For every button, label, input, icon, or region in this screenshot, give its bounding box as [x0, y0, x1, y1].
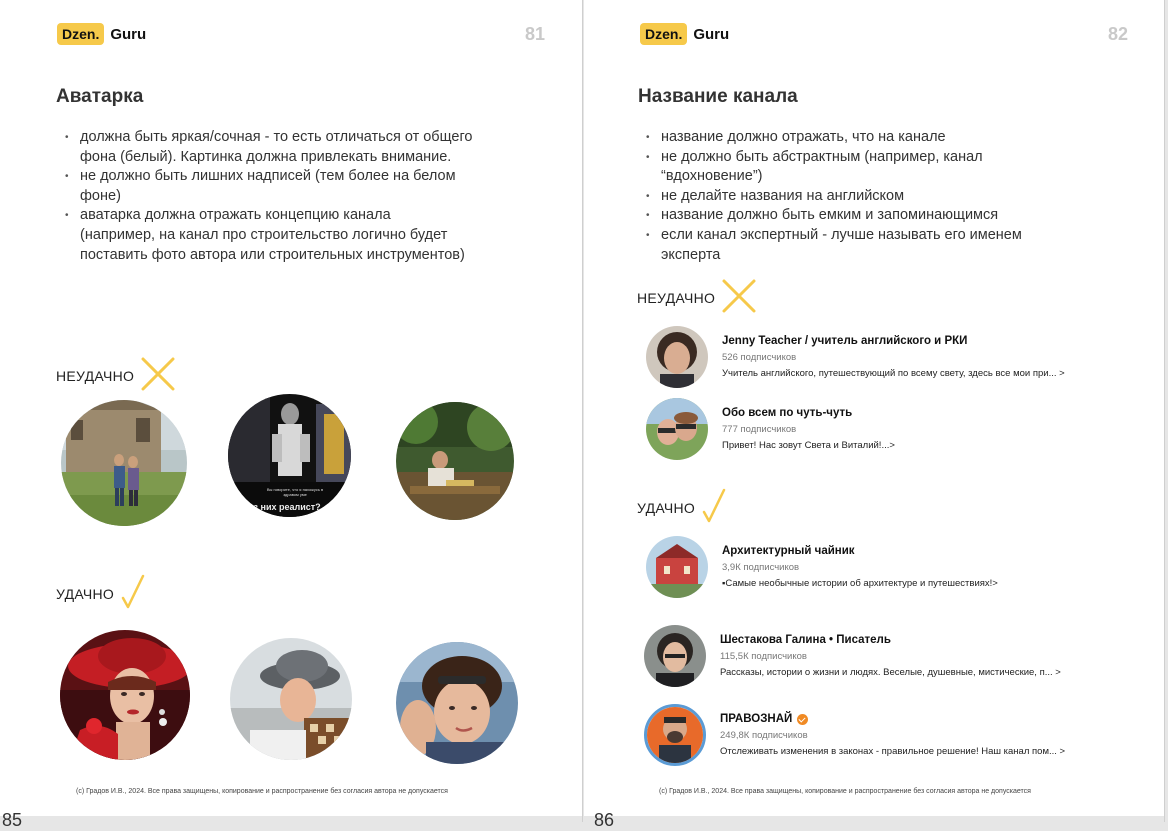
verified-badge-icon [797, 714, 808, 725]
channel-avatar [644, 704, 706, 766]
bullet-continuation: фона (белый). Картинка должна привлекать внимание. [80, 148, 452, 165]
logo-badge: Dzen. [57, 23, 104, 45]
bullet-list [638, 128, 1138, 265]
bullet-continuation: эксперта [661, 246, 721, 263]
bullet-item: • аватарка должна отражать концепцию канала [57, 206, 557, 226]
channel-subscribers: 777 подписчиков [722, 424, 797, 435]
channel-name: Шестакова Галина • Писатель [720, 634, 891, 646]
edge-page-number-left: 85 [2, 810, 23, 830]
logo-text: Guru [110, 25, 147, 43]
channel-name: Обо всем по чуть-чуть [722, 407, 853, 419]
poster-small-text: Вы говорите, что я нахожусь в здравом уме [266, 487, 324, 497]
bullet-item: • не делайте названия на английском [638, 187, 1138, 207]
logo [640, 20, 729, 48]
good-section-label [637, 488, 727, 527]
bullet-continuation: “вдохновение”) [661, 168, 763, 185]
bad-section-label [56, 356, 176, 395]
channel-card [646, 326, 1065, 388]
bad-label-text: НЕУДАЧНО [56, 367, 135, 384]
edge-page-number-right: 86 [594, 810, 615, 830]
channel-avatar [644, 625, 706, 687]
channel-description: Привет! Нас зовут Света и Виталий!...> [722, 440, 895, 451]
channel-card [644, 625, 1061, 687]
channel-card [646, 536, 998, 598]
page-left [0, 0, 582, 816]
channel-description: Учитель английского, путешествующий по всему свету, здесь все мои при... > [722, 368, 1065, 379]
bullet-item: • не должно быть абстрактным (например, канал [638, 148, 1138, 168]
bullet-continuation: поставить фото автора или строительных инструментов) [80, 246, 465, 263]
channel-subscribers: 3,9К подписчиков [722, 562, 800, 573]
channel-subscribers: 115,5К подписчиков [720, 651, 807, 662]
channel-description: Рассказы, истории о жизни и людях. Веселые, душевные, мистические, п... > [720, 667, 1061, 678]
good-section-label [56, 574, 146, 613]
channel-card [646, 398, 895, 460]
good-avatar-woman-glasses [396, 642, 518, 764]
channel-description: ▪Самые необычные истории об архитектуре и путешествиях!> [722, 578, 998, 589]
channel-name: Архитектурный чайник [722, 545, 855, 557]
bullet-continuation: фоне) [80, 187, 121, 204]
channel-avatar [646, 398, 708, 460]
bad-section-label [637, 278, 757, 317]
channel-description: Отслеживать изменения в законах - правильное решение! Наш канал пом... > [720, 746, 1066, 757]
bad-label-text: НЕУДАЧНО [637, 289, 716, 306]
page-title: Название канала [638, 86, 798, 107]
good-label-text: УДАЧНО [56, 585, 115, 602]
bullet-continuation: (например, на канал про строительство логично будет [80, 226, 448, 243]
poster-caption: из них реалист? [248, 502, 321, 512]
footer-copyright: (с) Градов И.В., 2024. Все права защищены, копирование и распространение без согласия автора не допускается [76, 788, 448, 795]
bad-avatar-poster [228, 394, 351, 517]
channel-subscribers: 526 подписчиков [722, 352, 797, 363]
logo [57, 20, 146, 48]
page-edge-right [1164, 0, 1165, 822]
good-avatar-man-hat [230, 638, 352, 760]
bullet-item: • название должно быть емким и запоминающимся [638, 206, 1138, 226]
good-label-text: УДАЧНО [637, 499, 696, 516]
check-icon [120, 574, 146, 613]
page-number: 81 [525, 24, 546, 44]
bullet-item: • если канал экспертный - лучше называть его именем [638, 226, 1138, 246]
cross-icon [721, 278, 757, 317]
channel-avatar [646, 536, 708, 598]
channel-avatar [646, 326, 708, 388]
channel-name: Jenny Teacher / учитель английского и РКИ [722, 335, 968, 347]
channel-name-text: ПРАВОЗНАЙ [720, 713, 793, 725]
bullet-item: • должна быть яркая/сочная - то есть отличаться от общего [57, 128, 557, 148]
footer-copyright: (с) Градов И.В., 2024. Все права защищены, копирование и распространение без согласия автора не допускается [659, 788, 1031, 795]
bullet-list [57, 128, 557, 265]
cross-icon [140, 356, 176, 395]
channel-subscribers: 249,8К подписчиков [720, 730, 808, 741]
logo-badge: Dzen. [640, 23, 687, 45]
check-icon [701, 488, 727, 527]
channel-name [720, 713, 1065, 725]
page-number: 82 [1108, 24, 1129, 44]
page-right [584, 0, 1164, 816]
good-avatar-woman-hat [60, 630, 190, 760]
bad-avatar-house [61, 400, 187, 526]
bullet-item: • название должно отражать, что на канале [638, 128, 1138, 148]
channel-card [644, 704, 1065, 766]
page-divider [582, 0, 583, 822]
bad-avatar-garden [396, 402, 514, 520]
page-title: Аватарка [56, 86, 144, 107]
bullet-item: • не должно быть лишних надписей (тем более на белом [57, 167, 557, 187]
logo-text: Guru [693, 25, 730, 43]
